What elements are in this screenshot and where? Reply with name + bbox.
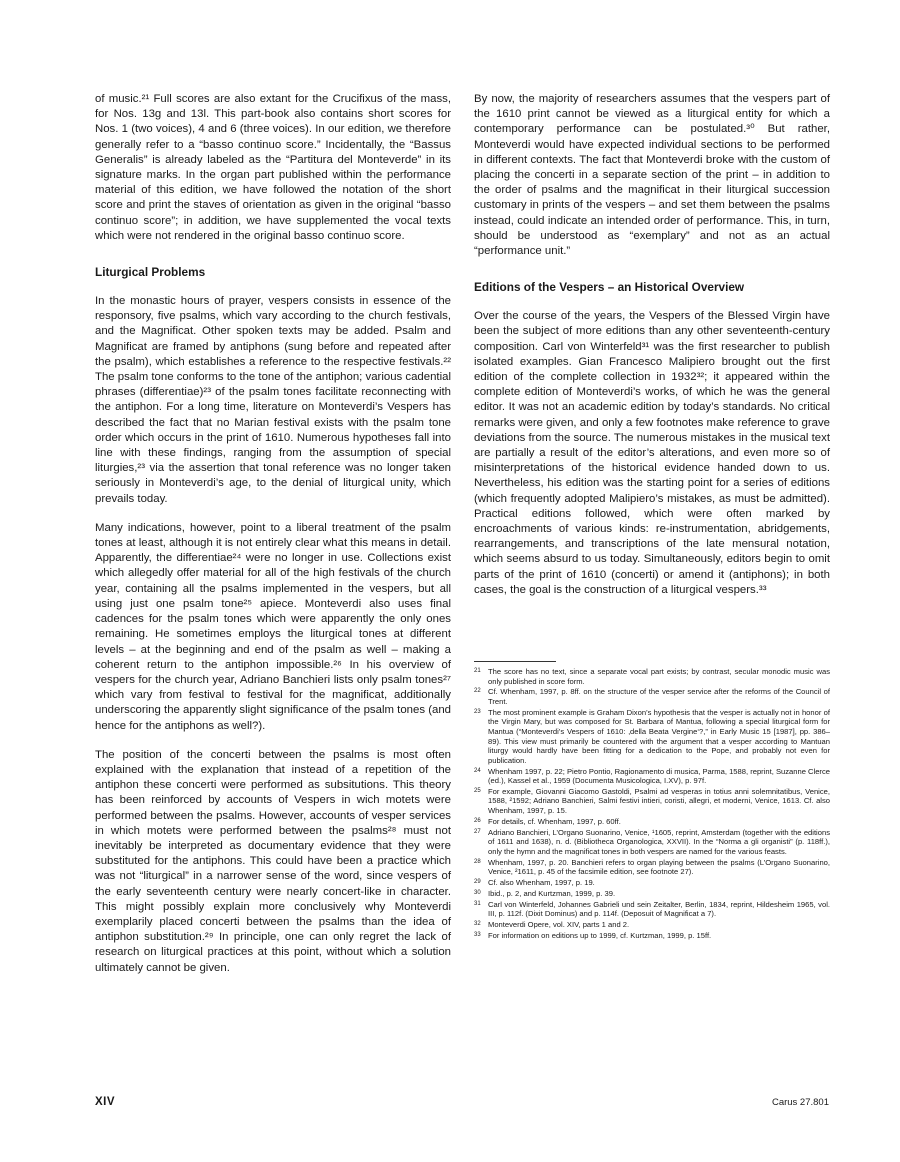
footnote: [474, 817, 830, 827]
paragraph: Many indications, however, point to a liberal treatment of the psalm tones at least, although it is not entirely clear what this means in detail. Apparently, the differentiae²⁴ were no longer in use. Collections exist which allegedly offer material for all of the high festivals of the church year, containing all the psalms implemented in the vespers, but all using just one psalm tone²⁵ apiece. Monteverdi also uses final cadences for the psalm tones which were apparently the only ones remaining. He sometimes employs the liturgical tones at different levels – at the beginning and end of the psalm as well – making a coherent return to the antiphon impossible.²⁶ In his overview of vespers for the church year, Adriano Banchieri lists only psalm tones²⁷ which vary from festival to festival for the magnificat, additionally underscoring the apparently slight significance of the psalm tones (and hence for the antiphons as well?).: [95, 521, 451, 732]
footnote-number: 31: [474, 900, 481, 907]
footnote-divider: [474, 661, 556, 662]
footnote-number: 22: [474, 688, 481, 695]
footnote-text: For information on editions up to 1999, cf. Kurtzman, 1999, p. 15ff.: [488, 930, 712, 940]
footnote: [474, 858, 830, 877]
footnote: [474, 878, 830, 888]
footnote-text: Adriano Banchieri, L’Organo Suonarino, Venice, ¹1605, reprint, Amsterdam (together with the editions of 1611 and 1638), n. d. (Bibliotheca Organologica, XXVII). In the “Norma a gli organisti” (p. 118ff.), only the hymn and the magnificat tones in both vespers are named for the various feasts.: [488, 827, 830, 856]
footnote-text: The most prominent example is Graham Dixon’s hypothesis that the vesper is actually not in honor of the Virgin Mary, but was composed for St. Barbara of Mantua, following a special liturgical form for Mantua (“Monteverdi’s Vespers of 1610: ‚della Beata Vergine‘?,” in Early Music 15 [1987], pp. 386–89). This view must primarily be countered with the argument that a vesper according to Mantuan liturgy would hardly have been fitting for a dedication to the Pope, and probably not even for publication.: [488, 707, 830, 765]
footnote-number: 23: [474, 708, 481, 715]
footnote-number: 29: [474, 878, 481, 885]
footnote-number: 21: [474, 668, 481, 674]
footnote-text: For details, cf. Whenham, 1997, p. 60ff.: [488, 816, 621, 826]
footnote: [474, 667, 830, 686]
footnote-text: Cf. also Whenham, 1997, p. 19.: [488, 877, 595, 887]
paragraph: In the monastic hours of prayer, vespers consists in essence of the responsory, five psalms, which vary according to the church festivals, and the Magnificat. Other spoken texts may be added. Psalm and Magnificat are framed by antiphons (sung before and repeated after the psalm), which establishes a reference to the respective festivals.²² The psalm tone conforms to the tone of the antiphon; various cadential phrases (differentiae)²³ of the psalm tones facilitate reconnecting with the antiphon. For a long time, literature on Monteverdi’s Vespers has described the fact that no Marian festival exists with the psalm tone order which occurs in the print of 1610. Numerous hypotheses fall into line with these findings, ranging from the assumption of special liturgies,²³ via the assertion that tonal reference was no longer taken seriously in Monteverdi’s age, to the denial of liturgical unity, which prevails today.: [95, 295, 451, 505]
footnote-number: 30: [474, 889, 481, 896]
paragraph: Over the course of the years, the Vespers of the Blessed Virgin have been the subject of more editions than any other seventeenth-century composition. Carl von Winterfeld³¹ was the first researcher to publish isolated examples. Gian Francesco Malipiero brought out the first edition of the complete collection in 1932³²; it appeared within the complete edition of Monteverdi’s works, of which he was the general editor. It was not an academic edition by today’s standards. No critical remarks were given, and only a few footnotes make reference to grave deviations from the source. The numerous mistakes in the musical text are partially a result of the editor’s alterations, and even more so of misinterpretations of the historical evidence handed down to us. Nevertheless, his edition was the starting point for a series of editions (which frequently adopted Malipiero’s mistakes, as must be admitted). Practical editions followed, which were often marked by encroachments of various kinds: re-instrumentation, abridgements, rearrangements, and transcriptions of the late mensural notation, which seems absurd to us today. Simultaneously, editors begin to omit parts of the print of 1610 (concerti) or amend it (antiphons); in both cases, the goal is the construction of a liturgical vespers.³³: [474, 310, 830, 596]
footnote: [474, 787, 830, 816]
paragraph: By now, the majority of researchers assumes that the vespers part of the 1610 print cannot be viewed as a liturgical entity for which a contemporary performance can be postulated.³⁰ But rather, Monteverdi would have expected individual sections to be performed in different contexts. The fact that Monteverdi broke with the custom of placing the concerti in a separate section of the print – in addition to the order of psalms and the magnificat in their liturgical succession customary in prints of the vespers – and set them between the psalms instead, could indicate an intended order of performance. This, in turn, should be understood as “exemplary” and not as an actual “performance unit.”: [474, 93, 830, 258]
footnote: [474, 931, 830, 941]
footnote: [474, 920, 830, 930]
footnote-number: 28: [474, 858, 481, 865]
footnote-text: Carl von Winterfeld, Johannes Gabrieli und sein Zeitalter, Berlin, 1834, reprint, Hildesheim 1965, vol. III, p. 112f. (Dixit Dominus) and p. 114f. (Deposuit of Magnificat a 7).: [488, 899, 830, 919]
left-column: [95, 92, 451, 990]
footnotes: [474, 667, 830, 941]
section-heading-liturgical-problems: Liturgical Problems: [95, 265, 206, 280]
footnote: [474, 767, 830, 786]
footnote: [474, 828, 830, 857]
footnote-number: 26: [474, 817, 481, 824]
footnote-number: 32: [474, 920, 481, 927]
footnote-text: Whenham 1997, p. 22; Pietro Pontio, Ragionamento di musica, Parma, 1588, reprint, Suzanne Clerce (ed.), Kassel et al., 1959 (Documenta Musicologica, I.XV), p. 97f.: [488, 766, 830, 786]
footnote: [474, 900, 830, 919]
paragraph: of music.²¹ Full scores are also extant for the Crucifixus of the mass, for Nos. 13g and 13l. This part-book also contains short scores for Nos. 1 (two voices), 4 and 6 (three voices). In our edition, we therefore generally refer to a “basso continuo score.” Incidentally, the “Bassus Generalis” is already labeled as the “Partitura del Monteverde” in its signature marks. In the organ part published within the performance material of this edition, we have followed the notation of the short score and print the staves of orientation as given in the original “basso continuo score”; in addition, we have supplemented the vocal texts which were not rendered in the original basso continuo score.: [95, 93, 451, 242]
footnote-number: 25: [474, 787, 481, 794]
paragraph: The position of the concerti between the psalms is most often explained with the explanation that instead of a repetition of the antiphon these concerti were performed as subsitutions. This theory has been reinforced by accounts of Vespers in wich motets were performed between the psalms. However, accounts of vesper services in which motets were performed between the psalms²⁸ must not inevitably be interpreted as documentary evidence that they were substituted for the antiphons. This could have been a practice which was not “liturgical” in a narrower sense of the word, since vespers of the early seventeenth century were nearly concert-like in character. This might possibly explain more conclusively why Monteverdi exemplarily placed concerti between the psalms than the idea of antiphon substitution.²⁹ In principle, one can only regret the lack of research on liturgical practices at this point, without which a solution ultimately cannot be given.: [95, 748, 451, 974]
footnote-text: Whenham, 1997, p. 20. Banchieri refers to organ playing between the psalms (L’Organo Suonarino, Venice, ²1611, p. 45 of the facsimile edition, see footnote 27).: [488, 857, 830, 877]
right-column: [474, 92, 830, 612]
footnote-number: 33: [474, 931, 481, 938]
page-number: XIV: [95, 1096, 116, 1108]
footnote: [474, 889, 830, 899]
footnote-text: Cf. Whenham, 1997, p. 8ff. on the structure of the vesper service after the reforms of the Council of Trent.: [488, 687, 830, 706]
footnote-text: For example, Giovanni Giacomo Gastoldi, Psalmi ad vesperas in totius anni solemnitatibus, Venice, 1588, ²1592; Adriano Banchieri, Salmi festivi intieri, coristi, allegri, et moderni, Venice, 1613. Cf. also Whenham, 1997, p. 15.: [488, 786, 830, 816]
footnote-text: The score has no text, since a separate vocal part exists; by contrast, secular monodic music was only published in score form.: [488, 667, 830, 686]
footnote: [474, 687, 830, 706]
footnote-text: Monteverdi Opere, vol. XIV, parts 1 and 2.: [488, 919, 630, 929]
footnote: [474, 708, 830, 766]
footnote-number: 24: [474, 767, 481, 774]
catalog-number: Carus 27.801: [771, 1097, 829, 1108]
footnote-number: 27: [474, 828, 481, 835]
footnote-text: Ibid., p. 2, and Kurtzman, 1999, p. 39.: [488, 888, 616, 898]
section-heading-editions: Editions of the Vespers – an Historical Overview: [474, 280, 745, 295]
